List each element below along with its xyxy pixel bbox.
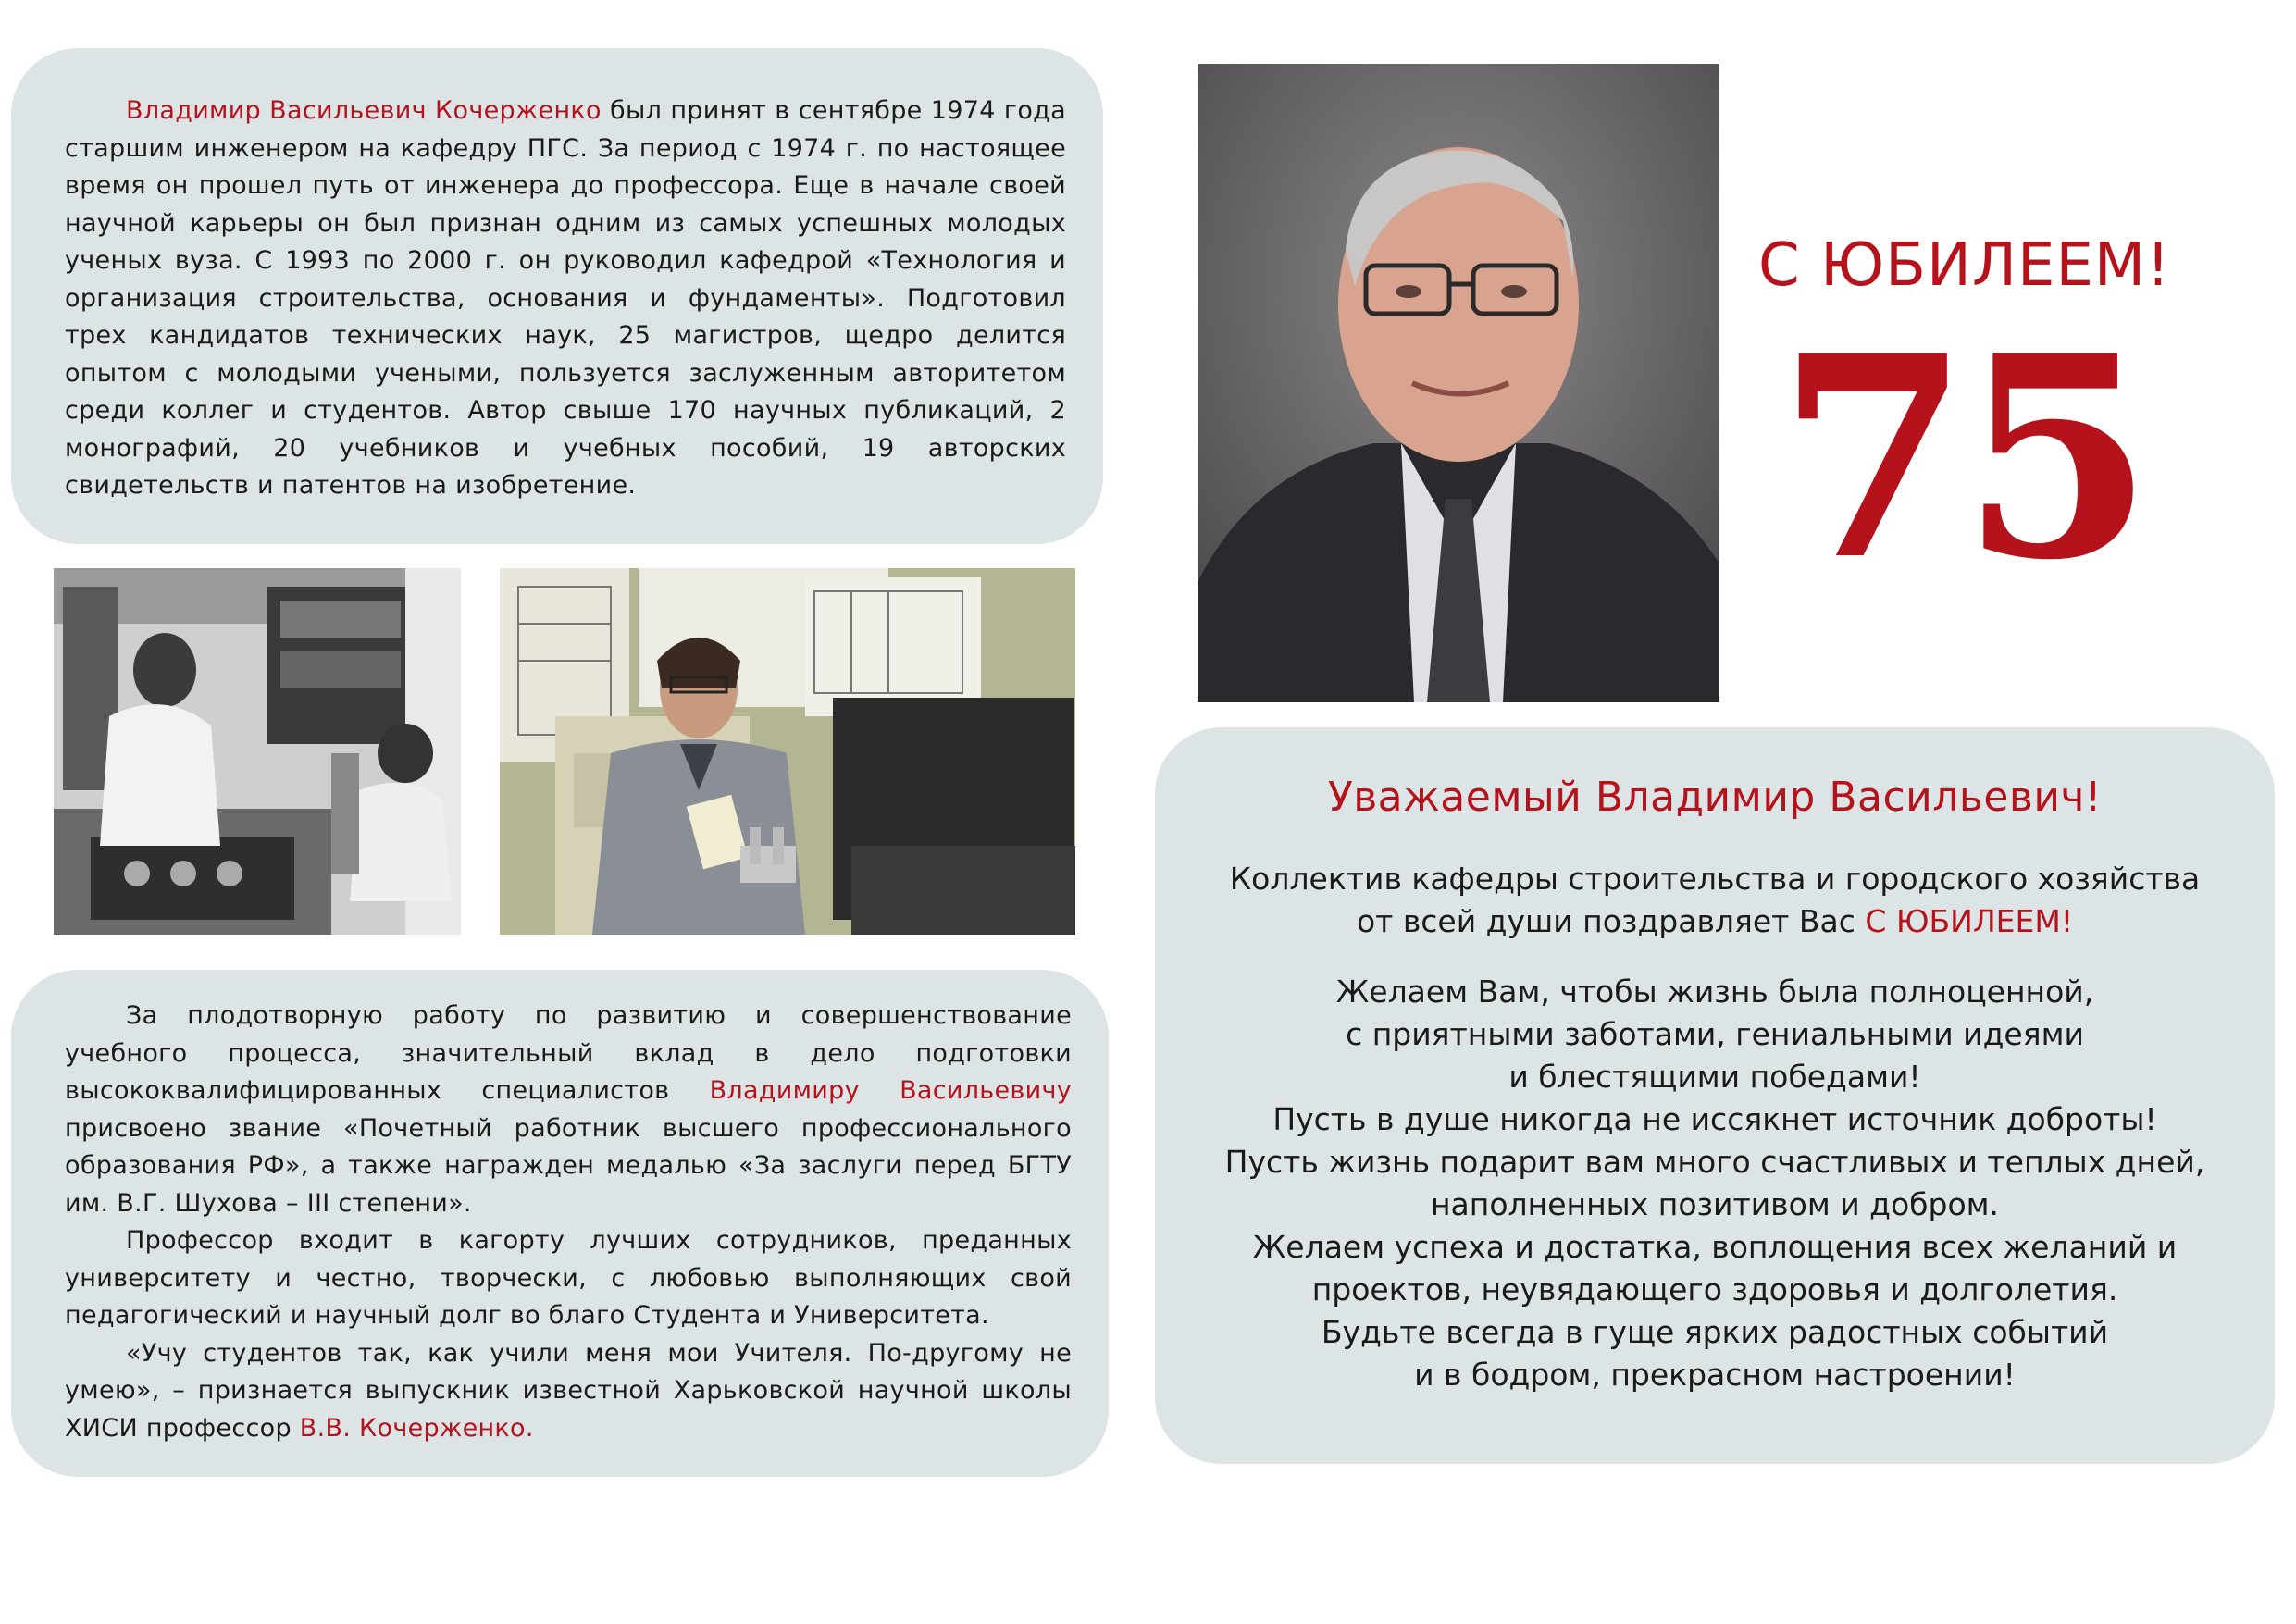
wish-line: Будьте всегда в гуще ярких радостных событий [1321,1314,2109,1350]
bio-text [65,93,1066,505]
merits-p1-text: За плодотворную работу по развитию и совершенствование учебного процесса, значительный вклад в дело подготовки высококвалифицированных специалистов [65,1001,1072,1105]
greeting-intro-line2 [1192,900,2238,943]
wish-line: наполненных позитивом и добром. [1430,1186,2000,1222]
merits-p1-name: Владимиру Васильевичу [709,1076,1072,1105]
jubilee-title: С ЮБИЛЕЕМ! [1758,231,2171,300]
merits-p3-text: «Учу студентов так, как учили меня мои Учителя. По-другому не умею», – признается выпускник известной Харьковской научной школы ХИСИ профессор [65,1338,1072,1443]
bio-body: был принят в сентябре 1974 года старшим инженером на кафедру ПГС. За период с 1974 г. по настоящее время он прошел путь от инженера до профессора. Еще в начале своей научной карьеры он был признан одним из самых успешных молодых ученых вуза. С 1993 по 2000 г. он руководил кафедрой «Технология и организация строительства, основания и фундаменты». Подготовил трех кандидатов технических наук, 25 магистров, щедро делится опытом с молодыми учеными, пользуется заслуженным авторитетом среди коллег и студентов. Автор свыше 170 научных публикаций, 2 монографий, 20 учебников и учебных пособий, 19 авторских свидетельств и патентов на изобретение. [65,96,1066,500]
wish-line: Пусть в душе никогда не иссякнет источник доброты! [1272,1101,2157,1137]
wish-line: и в бодром, прекрасном настроении! [1414,1357,2016,1393]
wish-line: с приятными заботами, гениальными идеями [1346,1016,2084,1052]
greeting-intro-jubilee: С ЮБИЛЕЕМ! [1865,903,2074,939]
greeting-wishes [1192,971,2238,1396]
bio-name: Владимир Васильевич Кочерженко [126,96,602,125]
portrait-photo [1198,64,1719,702]
merits-paragraph-2: Профессор входит в кагорту лучших сотрудников, преданных университету и честно, творчески, с любовью выполняющих свой педагогический и научный долг во благо Студента и Университета. [65,1226,1072,1330]
wish-line: Пусть жизнь подарит вам много счастливых и теплых дней, [1224,1144,2205,1180]
merits-panel [11,970,1109,1477]
greeting-intro [1192,858,2238,943]
merits-p1-text-end: присвоено звание «Почетный работник высшего профессионального образования РФ», а также награжден медалью «За заслуги перед БГТУ им. В.Г. Шухова – III степени». [65,1113,1072,1218]
age-number: 75 [1777,294,2145,621]
merits-paragraph-1 [65,998,1072,1222]
greeting-intro-line2-text: от всей души поздравляет Вас [1356,903,1866,939]
wish-line: Желаем успеха и достатка, воплощения всех желаний и [1252,1229,2178,1265]
merits-p3-name: В.В. Кочерженко. [299,1413,534,1443]
wish-line: Желаем Вам, чтобы жизнь была полноценной, [1335,973,2094,1010]
lab-photo-color [500,568,1075,935]
wish-line: проектов, неувядающего здоровья и долголетия. [1311,1271,2118,1308]
merits-paragraph-3 [65,1335,1072,1448]
greeting-panel [1155,727,2275,1464]
greeting-title: Уважаемый Владимир Васильевич! [1327,774,2103,821]
lab-photo-bw [54,568,461,935]
wish-line: и блестящими победами! [1508,1059,1921,1095]
bio-panel [11,48,1103,544]
greeting-intro-line1: Коллектив кафедры строительства и городского хозяйства [1229,861,2201,897]
